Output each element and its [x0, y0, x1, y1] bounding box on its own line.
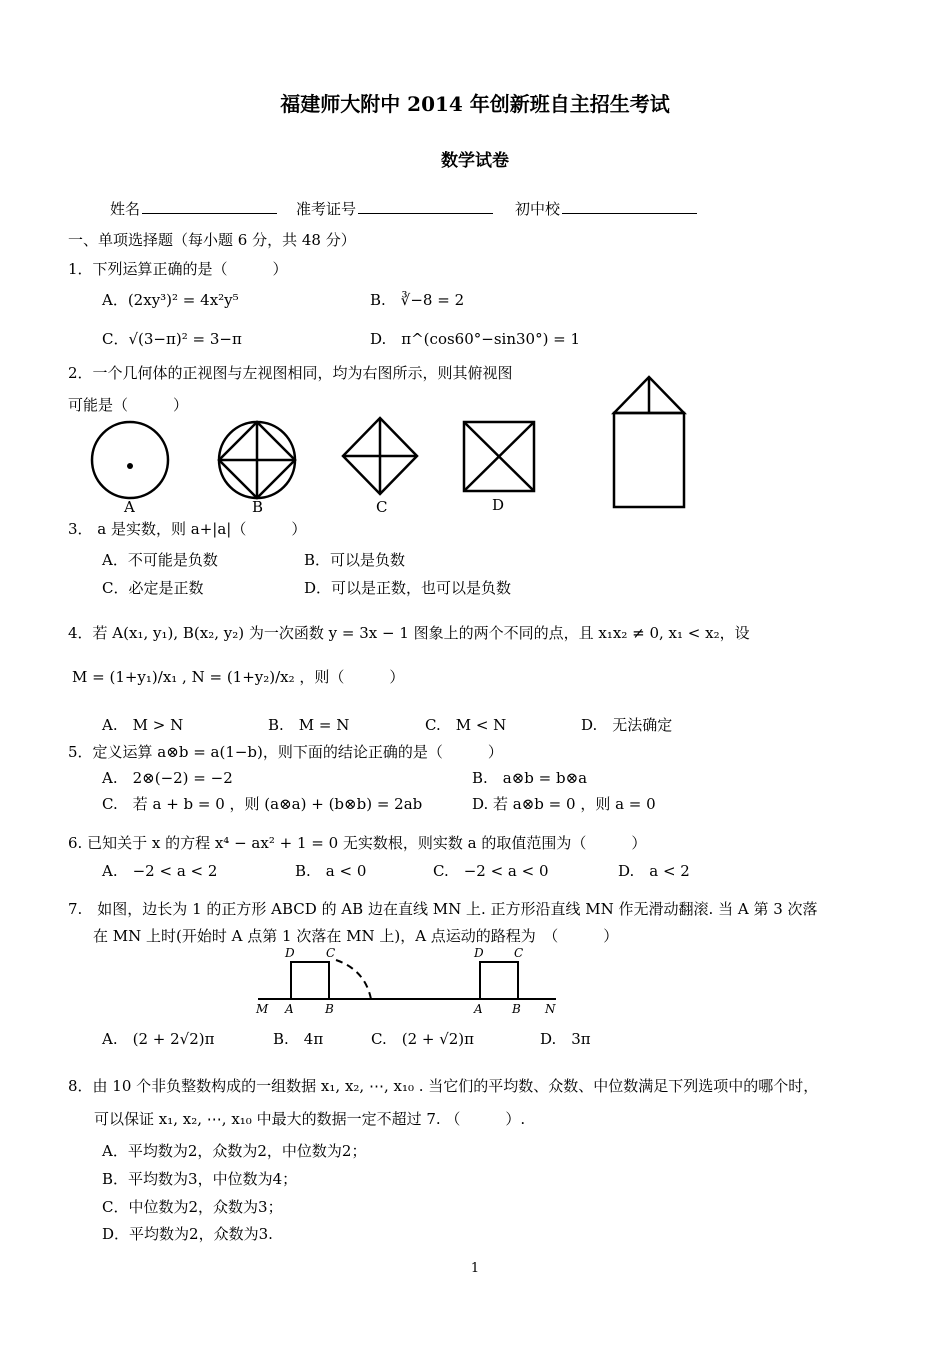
q7-label-b-left: B: [325, 1002, 334, 1016]
q3-option-b: B．可以是负数: [304, 551, 406, 569]
q2-stem-line2: 可能是（ ）: [68, 396, 189, 414]
q4-option-d: D. 无法确定: [581, 716, 673, 734]
q3-stem: 3． a 是实数，则 a+|a|（ ）: [68, 520, 307, 538]
exam-no-label: 准考证号: [296, 200, 357, 218]
q7-option-d: D. 3π: [540, 1030, 591, 1048]
q8-option-a: A．平均数为2，众数为2，中位数为2；: [102, 1142, 367, 1160]
q6-option-c: C. −2 < a < 0: [433, 862, 549, 880]
q7-label-b-right: B: [512, 1002, 521, 1016]
q7-label-m: M: [256, 1002, 269, 1016]
q7-option-c: C. (2 + √2)π: [371, 1030, 475, 1048]
q2-label-b: B: [252, 498, 264, 516]
q5-option-d: D. 若 a⊗b = 0 ，则 a = 0: [472, 795, 656, 813]
q6-option-a: A. −2 < a < 2: [102, 862, 218, 880]
name-label: 姓名: [110, 200, 141, 218]
q3-option-a: A．不可能是负数: [102, 551, 218, 569]
q7-stem-line2: 在 MN 上时(开始时 A 点第 1 次落在 MN 上)，A 点运动的路程为 （ ）: [93, 927, 619, 945]
q2-label-c: C: [376, 498, 388, 516]
q8-stem-line2: 可以保证 x₁, x₂, ⋯, x₁₀ 中最大的数据一定不超过 7. （ ）.: [94, 1110, 526, 1128]
q7-label-a-right: A: [474, 1002, 483, 1016]
q7-label-c-right: C: [514, 946, 524, 960]
q7-option-b: B. 4π: [273, 1030, 324, 1048]
q4-option-a: A. M > N: [102, 716, 184, 734]
q5-option-a: A. 2⊗(−2) = −2: [102, 769, 233, 787]
q4-option-b: B. M = N: [268, 716, 350, 734]
school-label: 初中校: [515, 200, 561, 218]
q8-option-d: D．平均数为2，众数为3.: [102, 1225, 273, 1243]
q4-stem-line2: M = (1+y₁)/x₁ , N = (1+y₂)/x₂ ，则（ ）: [72, 668, 405, 686]
q2-label-a: A: [124, 498, 135, 516]
q1-option-c: C．√(3−π)² = 3−π: [102, 330, 242, 348]
q5-option-c: C. 若 a + b = 0 ，则 (a⊗a) + (b⊗b) = 2ab: [102, 795, 423, 813]
q2-stem-line1: 2．一个几何体的正视图与左视图相同，均为右图所示，则其俯视图: [68, 364, 513, 382]
page-subtitle: 数学试卷: [441, 151, 509, 171]
q1-option-a: A．(2xy³)² = 4x²y⁵: [102, 291, 239, 309]
q4-option-c: C. M < N: [425, 716, 507, 734]
q5-stem: 5．定义运算 a⊗b = a(1−b)，则下面的结论正确的是（ ）: [68, 743, 503, 761]
q6-option-b: B. a < 0: [295, 862, 367, 880]
q3-option-c: C．必定是正数: [102, 579, 204, 597]
q1-option-b: B. ∛−8 = 2: [370, 291, 465, 309]
q7-label-d-left: D: [285, 946, 295, 960]
q8-option-c: C．中位数为2，众数为3；: [102, 1198, 283, 1216]
q7-label-d-right: D: [474, 946, 484, 960]
q7-label-a-left: A: [285, 1002, 294, 1016]
q1-option-d: D. π^(cos60°−sin30°) = 1: [370, 330, 581, 348]
page-title: 福建师大附中 2014 年创新班自主招生考试: [280, 92, 670, 116]
q2-label-d: D: [492, 496, 505, 514]
q3-option-d: D．可以是正数，也可以是负数: [304, 579, 512, 597]
page-number: 1: [470, 1261, 480, 1276]
q5-option-b: B. a⊗b = b⊗a: [472, 769, 588, 787]
q7-stem-line1: 7. 如图，边长为 1 的正方形 ABCD 的 AB 边在直线 MN 上. 正方形沿直线 MN 作无滑动翻滚. 当 A 第 3 次落: [68, 900, 818, 918]
q6-stem: 6. 已知关于 x 的方程 x⁴ − ax² + 1 = 0 无实数根，则实数 a 的取值范围为（ ）: [68, 834, 647, 852]
q6-option-d: D. a < 2: [618, 862, 690, 880]
q7-label-n: N: [545, 1002, 556, 1016]
q8-option-b: B．平均数为3，中位数为4；: [102, 1170, 298, 1188]
section-heading: 一、单项选择题（每小题 6 分，共 48 分）: [68, 231, 356, 249]
q7-label-c-left: C: [326, 946, 336, 960]
q1-stem: 1．下列运算正确的是（ ）: [68, 260, 288, 278]
q7-option-a: A. (2 + 2√2)π: [102, 1030, 215, 1048]
q4-stem-line1: 4．若 A(x₁, y₁), B(x₂, y₂) 为一次函数 y = 3x − 1 图象上的两个不同的点，且 x₁x₂ ≠ 0, x₁ < x₂，设: [68, 624, 750, 642]
q8-stem-line1: 8．由 10 个非负整数构成的一组数据 x₁, x₂, ⋯, x₁₀ . 当它们的平均数、众数、中位数满足下列选项中的哪个时，: [68, 1077, 819, 1095]
